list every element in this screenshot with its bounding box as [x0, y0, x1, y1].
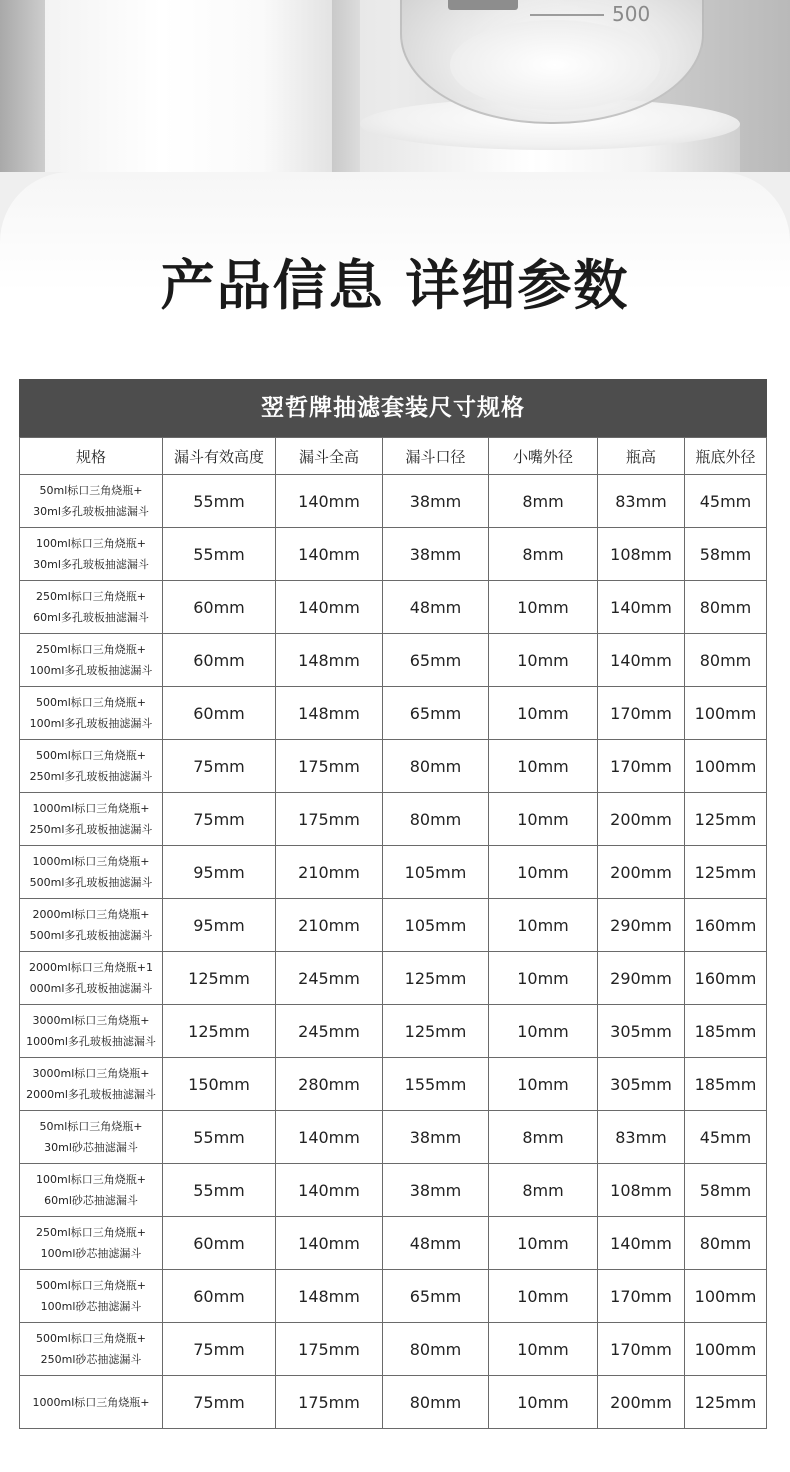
spec-value-cell: 80mm — [383, 1376, 489, 1429]
spec-value-cell: 170mm — [598, 740, 685, 793]
table-row — [20, 846, 767, 899]
spec-value-cell: 305mm — [598, 1005, 685, 1058]
spec-value-cell: 175mm — [276, 1323, 383, 1376]
spec-name-cell — [20, 475, 163, 528]
spec-value-cell: 108mm — [598, 1164, 685, 1217]
spec-value-cell: 10mm — [489, 634, 598, 687]
spec-name-line: 3000ml标口三角烧瓶+ — [32, 1014, 150, 1027]
spec-value-cell: 185mm — [685, 1058, 767, 1111]
spec-name-cell — [20, 1058, 163, 1111]
spec-value-cell: 160mm — [685, 899, 767, 952]
spec-value-cell: 8mm — [489, 1164, 598, 1217]
table-header-row — [20, 438, 767, 475]
spec-value-cell: 80mm — [685, 581, 767, 634]
spec-value-cell: 155mm — [383, 1058, 489, 1111]
spec-value-cell: 58mm — [685, 528, 767, 581]
spec-name-line: 100ml多孔玻板抽滤漏斗 — [29, 664, 153, 677]
spec-name-cell — [20, 952, 163, 1005]
spec-value-cell: 170mm — [598, 1270, 685, 1323]
spec-value-cell: 10mm — [489, 899, 598, 952]
spec-name-line: 2000ml标口三角烧瓶+1 — [29, 961, 153, 974]
table-row — [20, 687, 767, 740]
spec-value-cell: 125mm — [685, 846, 767, 899]
spec-name-line: 2000ml标口三角烧瓶+ — [32, 908, 150, 921]
spec-name-cell — [20, 581, 163, 634]
spec-value-cell: 60mm — [163, 634, 276, 687]
spec-name-line: 250ml砂芯抽滤漏斗 — [40, 1353, 142, 1366]
spec-name-line: 30ml多孔玻板抽滤漏斗 — [33, 505, 149, 518]
spec-value-cell: 8mm — [489, 1111, 598, 1164]
spec-value-cell: 45mm — [685, 475, 767, 528]
spec-name-line: 60ml砂芯抽滤漏斗 — [44, 1194, 138, 1207]
spec-value-cell: 10mm — [489, 1005, 598, 1058]
spec-value-cell: 38mm — [383, 528, 489, 581]
white-pillar — [45, 0, 335, 172]
spec-value-cell: 170mm — [598, 1323, 685, 1376]
spec-name-cell — [20, 793, 163, 846]
spec-table — [19, 379, 767, 1429]
spec-value-cell: 175mm — [276, 740, 383, 793]
spec-value-cell: 10mm — [489, 1376, 598, 1429]
spec-value-cell: 140mm — [598, 581, 685, 634]
spec-name-cell — [20, 1217, 163, 1270]
table-row — [20, 1005, 767, 1058]
table-row — [20, 1111, 767, 1164]
spec-value-cell: 280mm — [276, 1058, 383, 1111]
spec-value-cell: 75mm — [163, 793, 276, 846]
table-row — [20, 1270, 767, 1323]
table-row — [20, 952, 767, 1005]
spec-value-cell: 200mm — [598, 793, 685, 846]
product-photo — [0, 0, 790, 172]
spec-name-line: 000ml多孔玻板抽滤漏斗 — [29, 982, 153, 995]
spec-name-cell — [20, 846, 163, 899]
spec-name-line: 1000ml标口三角烧瓶+ — [32, 1395, 150, 1409]
spec-name-line: 500ml标口三角烧瓶+ — [36, 1332, 146, 1345]
spec-name-cell — [20, 1376, 163, 1429]
spec-name-line: 100ml砂芯抽滤漏斗 — [40, 1247, 142, 1260]
spec-value-cell: 140mm — [276, 528, 383, 581]
spec-value-cell: 60mm — [163, 581, 276, 634]
spec-value-cell: 58mm — [685, 1164, 767, 1217]
spec-name-line: 250ml标口三角烧瓶+ — [36, 643, 146, 656]
spec-name-cell — [20, 1323, 163, 1376]
spec-name-cell — [20, 899, 163, 952]
spec-value-cell: 290mm — [598, 952, 685, 1005]
spec-value-cell: 100mm — [685, 687, 767, 740]
spec-value-cell: 8mm — [489, 475, 598, 528]
pillar-shadow — [332, 0, 360, 172]
spec-value-cell: 125mm — [383, 1005, 489, 1058]
spec-name-cell — [20, 1005, 163, 1058]
table-row — [20, 1164, 767, 1217]
spec-value-cell: 38mm — [383, 475, 489, 528]
column-header: 瓶高 — [598, 438, 685, 475]
table-row — [20, 1058, 767, 1111]
spec-name-line: 100ml标口三角烧瓶+ — [36, 537, 146, 550]
spec-value-cell: 140mm — [598, 1217, 685, 1270]
spec-value-cell: 75mm — [163, 1376, 276, 1429]
spec-value-cell: 125mm — [685, 793, 767, 846]
spec-value-cell: 148mm — [276, 634, 383, 687]
spec-value-cell: 10mm — [489, 793, 598, 846]
spec-value-cell: 140mm — [276, 1217, 383, 1270]
spec-name-cell — [20, 634, 163, 687]
spec-value-cell: 10mm — [489, 952, 598, 1005]
spec-value-cell: 148mm — [276, 1270, 383, 1323]
spec-value-cell: 305mm — [598, 1058, 685, 1111]
spec-value-cell: 125mm — [383, 952, 489, 1005]
spec-value-cell: 80mm — [383, 793, 489, 846]
spec-value-cell: 38mm — [383, 1111, 489, 1164]
spec-value-cell: 65mm — [383, 687, 489, 740]
spec-value-cell: 100mm — [685, 1323, 767, 1376]
spec-value-cell: 10mm — [489, 1058, 598, 1111]
spec-value-cell: 140mm — [276, 581, 383, 634]
spec-value-cell: 95mm — [163, 899, 276, 952]
spec-name-line: 1000ml标口三角烧瓶+ — [32, 802, 150, 815]
spec-value-cell: 245mm — [276, 952, 383, 1005]
spec-name-cell — [20, 528, 163, 581]
spec-value-cell: 148mm — [276, 687, 383, 740]
spec-value-cell: 60mm — [163, 687, 276, 740]
spec-value-cell: 80mm — [685, 634, 767, 687]
spec-name-line: 50ml标口三角烧瓶+ — [39, 484, 143, 497]
spec-name-line: 30ml砂芯抽滤漏斗 — [44, 1141, 138, 1154]
column-header: 规格 — [20, 438, 163, 475]
spec-value-cell: 38mm — [383, 1164, 489, 1217]
spec-name-line: 1000ml标口三角烧瓶+ — [32, 855, 150, 868]
spec-name-line: 250ml多孔玻板抽滤漏斗 — [29, 823, 153, 836]
table-row — [20, 1376, 767, 1429]
spec-value-cell: 65mm — [383, 1270, 489, 1323]
spec-value-cell: 80mm — [685, 1217, 767, 1270]
spec-value-cell: 10mm — [489, 687, 598, 740]
spec-name-line: 60ml多孔玻板抽滤漏斗 — [33, 611, 149, 624]
spec-value-cell: 55mm — [163, 528, 276, 581]
spec-value-cell: 45mm — [685, 1111, 767, 1164]
column-header: 漏斗有效高度 — [163, 438, 276, 475]
spec-value-cell: 10mm — [489, 1217, 598, 1270]
spec-name-line: 1000ml多孔玻板抽滤漏斗 — [26, 1035, 156, 1048]
spec-name-line: 100ml多孔玻板抽滤漏斗 — [29, 717, 153, 730]
spec-value-cell: 185mm — [685, 1005, 767, 1058]
spec-value-cell: 108mm — [598, 528, 685, 581]
spec-value-cell: 105mm — [383, 846, 489, 899]
spec-value-cell: 65mm — [383, 634, 489, 687]
table-row — [20, 634, 767, 687]
spec-value-cell: 10mm — [489, 1270, 598, 1323]
table-row — [20, 475, 767, 528]
flask-base-reflection — [450, 20, 660, 110]
spec-name-line: 100ml标口三角烧瓶+ — [36, 1173, 146, 1186]
column-header: 瓶底外径 — [685, 438, 767, 475]
spec-value-cell: 200mm — [598, 1376, 685, 1429]
spec-value-cell: 175mm — [276, 1376, 383, 1429]
spec-value-cell: 95mm — [163, 846, 276, 899]
spec-value-cell: 10mm — [489, 581, 598, 634]
table-row — [20, 899, 767, 952]
spec-value-cell: 140mm — [276, 475, 383, 528]
spec-value-cell: 210mm — [276, 846, 383, 899]
spec-name-line: 500ml标口三角烧瓶+ — [36, 1279, 146, 1292]
spec-name-line: 500ml多孔玻板抽滤漏斗 — [29, 876, 153, 889]
spec-name-cell — [20, 1164, 163, 1217]
spec-value-cell: 160mm — [685, 952, 767, 1005]
table-row — [20, 1323, 767, 1376]
flask-label — [448, 0, 518, 10]
table-caption: 翌哲牌抽滤套装尺寸规格 — [19, 379, 767, 437]
spec-value-cell: 55mm — [163, 1164, 276, 1217]
spec-value-cell: 140mm — [276, 1111, 383, 1164]
spec-name-cell — [20, 687, 163, 740]
spec-value-cell: 140mm — [276, 1164, 383, 1217]
spec-value-cell: 100mm — [685, 740, 767, 793]
spec-value-cell: 125mm — [163, 1005, 276, 1058]
spec-name-line: 250ml标口三角烧瓶+ — [36, 1226, 146, 1239]
spec-value-cell: 150mm — [163, 1058, 276, 1111]
table-row — [20, 528, 767, 581]
spec-name-line: 250ml多孔玻板抽滤漏斗 — [29, 770, 153, 783]
spec-value-cell: 210mm — [276, 899, 383, 952]
spec-value-cell: 10mm — [489, 740, 598, 793]
spec-value-cell: 55mm — [163, 475, 276, 528]
spec-value-cell: 8mm — [489, 528, 598, 581]
spec-name-line: 500ml标口三角烧瓶+ — [36, 749, 146, 762]
spec-name-line: 500ml标口三角烧瓶+ — [36, 696, 146, 709]
spec-value-cell: 105mm — [383, 899, 489, 952]
spec-value-cell: 60mm — [163, 1270, 276, 1323]
spec-value-cell: 75mm — [163, 740, 276, 793]
page-title: 产品信息 详细参数 — [160, 254, 630, 317]
spec-name-cell — [20, 1270, 163, 1323]
spec-value-cell: 80mm — [383, 740, 489, 793]
spec-name-line: 500ml多孔玻板抽滤漏斗 — [29, 929, 153, 942]
spec-value-cell: 75mm — [163, 1323, 276, 1376]
spec-value-cell: 200mm — [598, 846, 685, 899]
spec-name-line: 2000ml多孔玻板抽滤漏斗 — [26, 1088, 156, 1101]
table-row — [20, 740, 767, 793]
flask-volume-mark: 500 — [612, 2, 651, 26]
spec-value-cell: 83mm — [598, 475, 685, 528]
spec-value-cell: 48mm — [383, 581, 489, 634]
spec-name-line: 250ml标口三角烧瓶+ — [36, 590, 146, 603]
column-header: 小嘴外径 — [489, 438, 598, 475]
spec-value-cell: 10mm — [489, 846, 598, 899]
spec-value-cell: 245mm — [276, 1005, 383, 1058]
spec-value-cell: 80mm — [383, 1323, 489, 1376]
spec-name-line: 100ml砂芯抽滤漏斗 — [40, 1300, 142, 1313]
table-row — [20, 581, 767, 634]
spec-value-cell: 60mm — [163, 1217, 276, 1270]
spec-name-cell — [20, 1111, 163, 1164]
spec-name-line: 30ml多孔玻板抽滤漏斗 — [33, 558, 149, 571]
spec-value-cell: 48mm — [383, 1217, 489, 1270]
spec-value-cell: 125mm — [685, 1376, 767, 1429]
spec-value-cell: 55mm — [163, 1111, 276, 1164]
spec-value-cell: 175mm — [276, 793, 383, 846]
spec-name-cell — [20, 740, 163, 793]
spec-value-cell: 100mm — [685, 1270, 767, 1323]
column-header: 漏斗全高 — [276, 438, 383, 475]
table-row — [20, 793, 767, 846]
spec-name-line: 50ml标口三角烧瓶+ — [39, 1120, 143, 1133]
table-row — [20, 1217, 767, 1270]
spec-name-line: 3000ml标口三角烧瓶+ — [32, 1067, 150, 1080]
spec-value-cell: 170mm — [598, 687, 685, 740]
spec-value-cell: 125mm — [163, 952, 276, 1005]
column-header: 漏斗口径 — [383, 438, 489, 475]
spec-value-cell: 140mm — [598, 634, 685, 687]
spec-value-cell: 290mm — [598, 899, 685, 952]
spec-value-cell: 83mm — [598, 1111, 685, 1164]
spec-value-cell: 10mm — [489, 1323, 598, 1376]
flask-graduation-line — [530, 14, 604, 16]
